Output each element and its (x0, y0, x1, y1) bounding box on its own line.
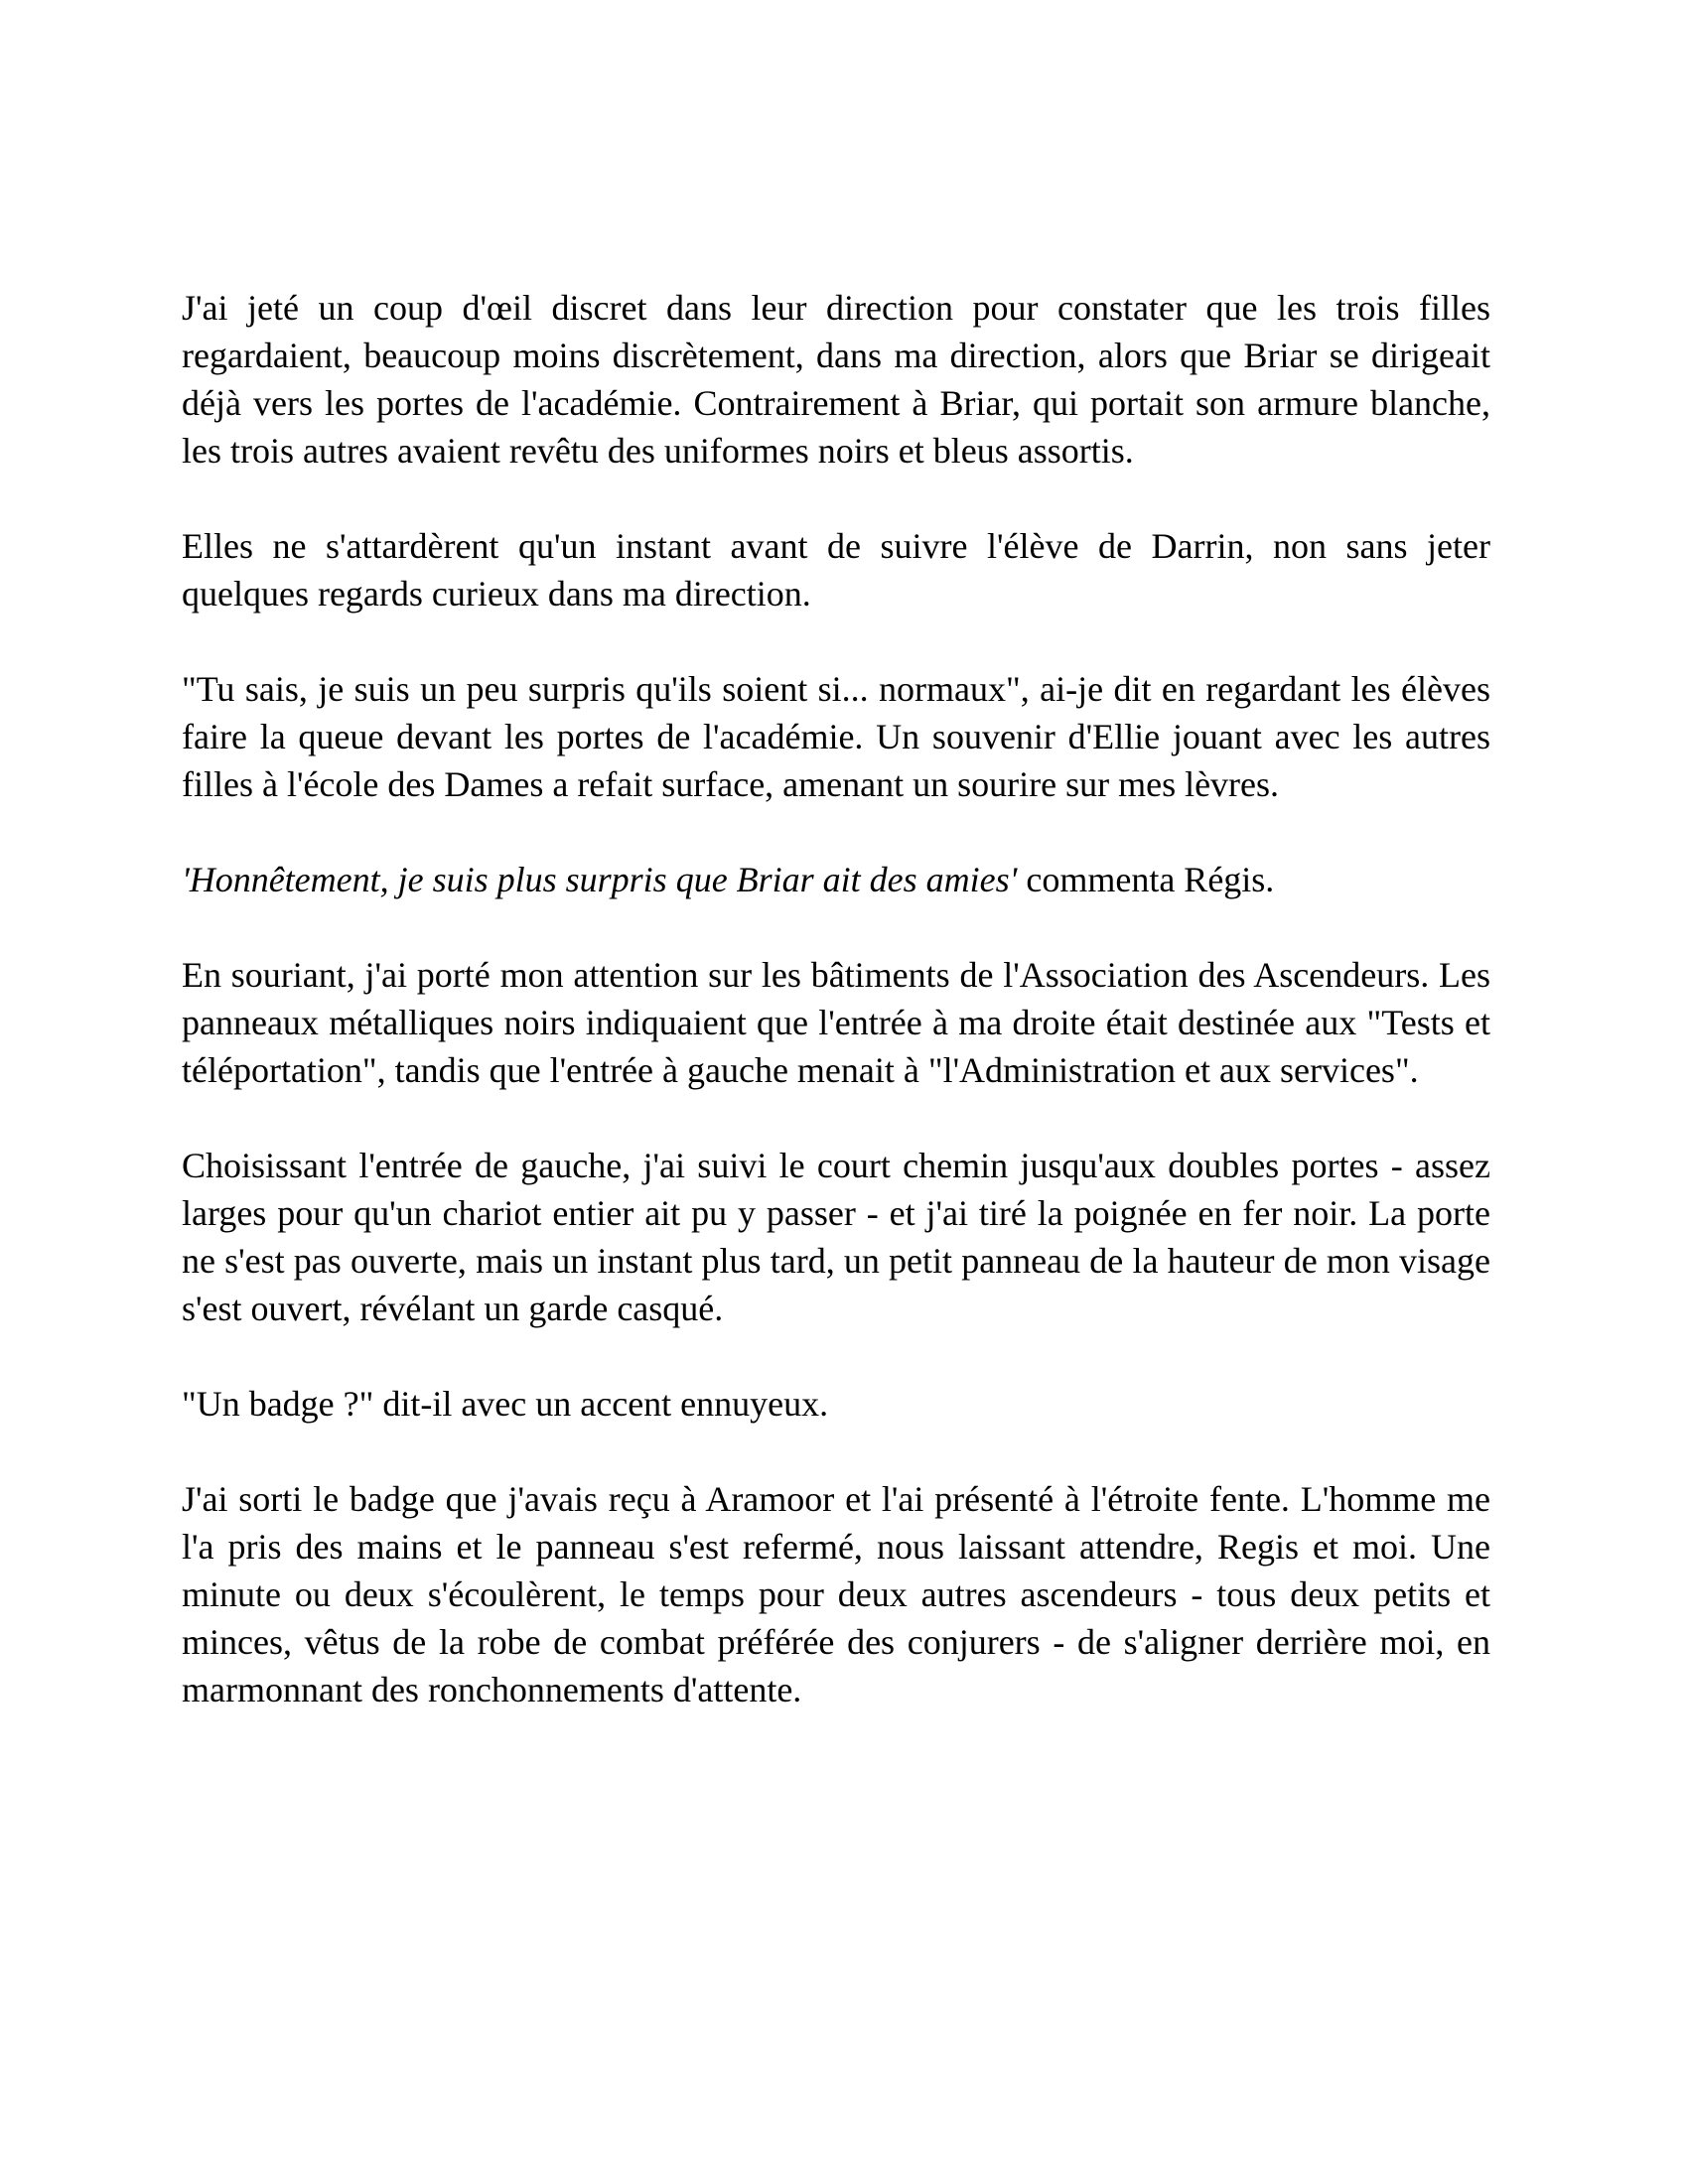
paragraph-4 (182, 856, 1490, 903)
paragraph-7: "Un badge ?" dit-il avec un accent ennuyeux. (182, 1384, 829, 1424)
paragraph-6: Choisissant l'entrée de gauche, j'ai suivi le court chemin jusqu'aux doubles portes - assez larges pour qu'un chariot entier ait pu y passer - et j'ai tiré la poignée en fer noir. La porte ne s'est pas ouverte, mais un instant plus tard, un petit panneau de la hauteur de mon visage s'est ouvert, révélant un garde casqué. (182, 1146, 1490, 1328)
paragraph-2: Elles ne s'attardèrent qu'un instant avant de suivre l'élève de Darrin, non sans jeter quelques regards curieux dans ma direction. (182, 526, 1490, 614)
italic-thought: 'Honnêtement, je suis plus surpris que Briar ait des amies' (182, 860, 1018, 899)
document-page (182, 284, 1490, 1713)
paragraph-3: "Tu sais, je suis un peu surpris qu'ils soient si... normaux", ai-je dit en regardant les élèves faire la queue devant les portes de l'académie. Un souvenir d'Ellie jouant avec les autres filles à l'école des Dames a refait surface, amenant un sourire sur mes lèvres. (182, 669, 1490, 804)
paragraph-5: En souriant, j'ai porté mon attention sur les bâtiments de l'Association des Ascendeurs. Les panneaux métalliques noirs indiquaient que l'entrée à ma droite était destinée aux "Tests et téléportation", tandis que l'entrée à gauche menait à "l'Administration et aux services". (182, 955, 1490, 1090)
paragraph-8: J'ai sorti le badge que j'avais reçu à Aramoor et l'ai présenté à l'étroite fente. L'homme me l'a pris des mains et le panneau s'est refermé, nous laissant attendre, Regis et moi. Une minute ou deux s'écoulèrent, le temps pour deux autres ascendeurs - tous deux petits et minces, vêtus de la robe de combat préférée des conjurers - de s'aligner derrière moi, en marmonnant des ronchonnements d'attente. (182, 1479, 1490, 1709)
paragraph-4-text: commenta Régis. (1017, 860, 1275, 899)
paragraph-1: J'ai jeté un coup d'œil discret dans leur direction pour constater que les trois filles regardaient, beaucoup moins discrètement, dans ma direction, alors que Briar se dirigeait déjà vers les portes de l'académie. Contrairement à Briar, qui portait son armure blanche, les trois autres avaient revêtu des uniformes noirs et bleus assortis. (182, 288, 1490, 471)
